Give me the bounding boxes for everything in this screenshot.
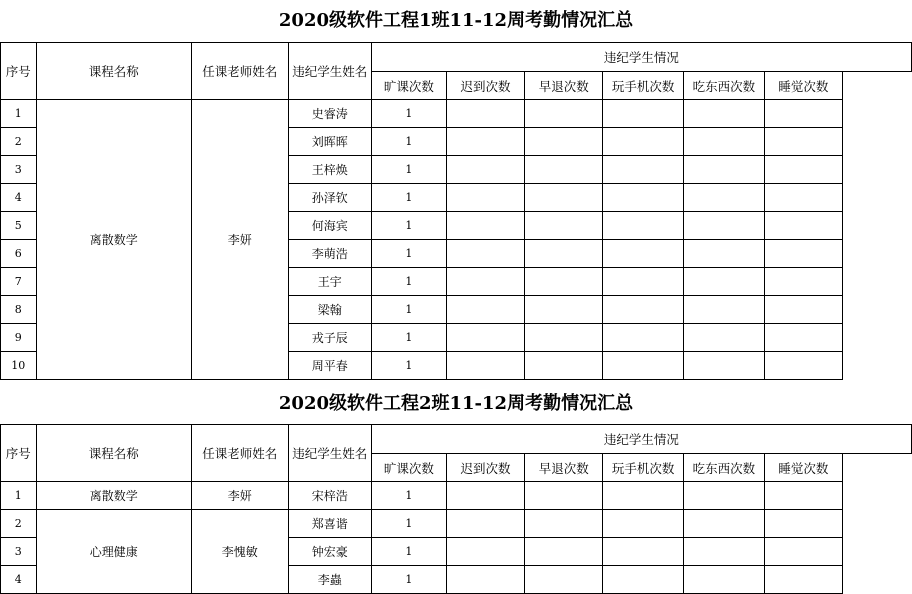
eating-count-cell — [684, 156, 765, 184]
header-teacher-name: 任课老师姓名 — [191, 43, 288, 100]
phone-count-cell — [603, 268, 684, 296]
early-count-cell — [525, 212, 603, 240]
eating-count-cell — [684, 128, 765, 156]
sleeping-count-cell — [764, 212, 842, 240]
table1-attendance-table — [0, 42, 912, 380]
header-student-name: 违纪学生姓名 — [288, 43, 371, 100]
header-late-count: 迟到次数 — [446, 72, 524, 100]
absent-count-cell: 1 — [371, 184, 446, 212]
header-index: 序号 — [1, 43, 37, 100]
phone-count-cell — [603, 184, 684, 212]
late-count-cell — [446, 184, 524, 212]
sleeping-count-cell — [764, 268, 842, 296]
late-count-cell — [446, 268, 524, 296]
early-count-cell — [525, 538, 603, 566]
header-violation-group: 违纪学生情况 — [371, 425, 911, 454]
student-name-cell: 郑喜谐 — [288, 510, 371, 538]
sleeping-count-cell — [764, 510, 842, 538]
late-count-cell — [446, 128, 524, 156]
early-count-cell — [525, 510, 603, 538]
absent-count-cell: 1 — [371, 268, 446, 296]
header-early-count: 早退次数 — [525, 454, 603, 482]
header-eating-count: 吃东西次数 — [684, 72, 765, 100]
table-row — [1, 100, 912, 128]
header-sleeping-count: 睡觉次数 — [764, 454, 842, 482]
row-index: 7 — [1, 268, 37, 296]
eating-count-cell — [684, 538, 765, 566]
teacher-name-cell: 李愧敏 — [191, 510, 288, 594]
header-course-name: 课程名称 — [36, 425, 191, 482]
header-teacher-name: 任课老师姓名 — [191, 425, 288, 482]
student-name-cell: 李蟲 — [288, 566, 371, 594]
sleeping-count-cell — [764, 566, 842, 594]
student-name-cell: 戎子辰 — [288, 324, 371, 352]
course-name-cell: 心理健康 — [36, 510, 191, 594]
header-absent-count: 旷课次数 — [371, 454, 446, 482]
table1-title: 2020级软件工程1班11-12周考勤情况汇总 — [278, 10, 634, 31]
sleeping-count-cell — [764, 296, 842, 324]
row-index: 5 — [1, 212, 37, 240]
absent-count-cell: 1 — [371, 156, 446, 184]
phone-count-cell — [603, 538, 684, 566]
eating-count-cell — [684, 566, 765, 594]
row-index: 6 — [1, 240, 37, 268]
early-count-cell — [525, 324, 603, 352]
header-phone-count: 玩手机次数 — [603, 454, 684, 482]
teacher-name-cell: 李妍 — [191, 100, 288, 380]
late-count-cell — [446, 538, 524, 566]
row-index: 3 — [1, 538, 37, 566]
absent-count-cell: 1 — [371, 510, 446, 538]
absent-count-cell: 1 — [371, 240, 446, 268]
header-late-count: 迟到次数 — [446, 454, 524, 482]
early-count-cell — [525, 240, 603, 268]
late-count-cell — [446, 352, 524, 380]
student-name-cell: 宋梓浩 — [288, 482, 371, 510]
late-count-cell — [446, 240, 524, 268]
header-violation-group: 违纪学生情况 — [371, 43, 911, 72]
student-name-cell: 李萌浩 — [288, 240, 371, 268]
phone-count-cell — [603, 482, 684, 510]
sleeping-count-cell — [764, 324, 842, 352]
header-sleeping-count: 睡觉次数 — [764, 72, 842, 100]
eating-count-cell — [684, 510, 765, 538]
sleeping-count-cell — [764, 184, 842, 212]
header-course-name: 课程名称 — [36, 43, 191, 100]
phone-count-cell — [603, 352, 684, 380]
table2-title: 2020级软件工程2班11-12周考勤情况汇总 — [278, 393, 634, 414]
header-absent-count: 旷课次数 — [371, 72, 446, 100]
table-row — [1, 510, 912, 538]
header-early-count: 早退次数 — [525, 72, 603, 100]
course-name-cell: 离散数学 — [36, 482, 191, 510]
eating-count-cell — [684, 324, 765, 352]
late-count-cell — [446, 324, 524, 352]
absent-count-cell: 1 — [371, 566, 446, 594]
early-count-cell — [525, 184, 603, 212]
phone-count-cell — [603, 240, 684, 268]
early-count-cell — [525, 566, 603, 594]
early-count-cell — [525, 296, 603, 324]
eating-count-cell — [684, 296, 765, 324]
eating-count-cell — [684, 100, 765, 128]
early-count-cell — [525, 156, 603, 184]
phone-count-cell — [603, 156, 684, 184]
student-name-cell: 钟宏豪 — [288, 538, 371, 566]
late-count-cell — [446, 296, 524, 324]
sleeping-count-cell — [764, 128, 842, 156]
phone-count-cell — [603, 128, 684, 156]
student-name-cell: 史睿涛 — [288, 100, 371, 128]
absent-count-cell: 1 — [371, 352, 446, 380]
eating-count-cell — [684, 240, 765, 268]
teacher-name-cell: 李妍 — [191, 482, 288, 510]
eating-count-cell — [684, 212, 765, 240]
row-index: 2 — [1, 510, 37, 538]
eating-count-cell — [684, 184, 765, 212]
phone-count-cell — [603, 566, 684, 594]
absent-count-cell: 1 — [371, 296, 446, 324]
absent-count-cell: 1 — [371, 324, 446, 352]
student-name-cell: 梁翰 — [288, 296, 371, 324]
row-index: 9 — [1, 324, 37, 352]
header-phone-count: 玩手机次数 — [603, 72, 684, 100]
student-name-cell: 王梓焕 — [288, 156, 371, 184]
row-index: 3 — [1, 156, 37, 184]
late-count-cell — [446, 156, 524, 184]
absent-count-cell: 1 — [371, 212, 446, 240]
late-count-cell — [446, 482, 524, 510]
early-count-cell — [525, 268, 603, 296]
late-count-cell — [446, 510, 524, 538]
absent-count-cell: 1 — [371, 100, 446, 128]
absent-count-cell: 1 — [371, 482, 446, 510]
phone-count-cell — [603, 212, 684, 240]
student-name-cell: 孙泽钦 — [288, 184, 371, 212]
sleeping-count-cell — [764, 156, 842, 184]
late-count-cell — [446, 566, 524, 594]
early-count-cell — [525, 128, 603, 156]
sleeping-count-cell — [764, 538, 842, 566]
sleeping-count-cell — [764, 352, 842, 380]
absent-count-cell: 1 — [371, 128, 446, 156]
phone-count-cell — [603, 296, 684, 324]
row-index: 1 — [1, 482, 37, 510]
phone-count-cell — [603, 510, 684, 538]
header-index: 序号 — [1, 425, 37, 482]
row-index: 4 — [1, 566, 37, 594]
row-index: 2 — [1, 128, 37, 156]
header-eating-count: 吃东西次数 — [684, 454, 765, 482]
row-index: 8 — [1, 296, 37, 324]
student-name-cell: 王宇 — [288, 268, 371, 296]
phone-count-cell — [603, 324, 684, 352]
early-count-cell — [525, 352, 603, 380]
absent-count-cell: 1 — [371, 538, 446, 566]
late-count-cell — [446, 100, 524, 128]
early-count-cell — [525, 482, 603, 510]
early-count-cell — [525, 100, 603, 128]
student-name-cell: 周平春 — [288, 352, 371, 380]
eating-count-cell — [684, 268, 765, 296]
row-index: 10 — [1, 352, 37, 380]
course-name-cell: 离散数学 — [36, 100, 191, 380]
phone-count-cell — [603, 100, 684, 128]
late-count-cell — [446, 212, 524, 240]
sleeping-count-cell — [764, 240, 842, 268]
header-student-name: 违纪学生姓名 — [288, 425, 371, 482]
student-name-cell: 刘晖晖 — [288, 128, 371, 156]
row-index: 4 — [1, 184, 37, 212]
eating-count-cell — [684, 352, 765, 380]
table2-attendance-table — [0, 424, 912, 594]
eating-count-cell — [684, 482, 765, 510]
sleeping-count-cell — [764, 482, 842, 510]
sleeping-count-cell — [764, 100, 842, 128]
table-row — [1, 482, 912, 510]
student-name-cell: 何海宾 — [288, 212, 371, 240]
row-index: 1 — [1, 100, 37, 128]
